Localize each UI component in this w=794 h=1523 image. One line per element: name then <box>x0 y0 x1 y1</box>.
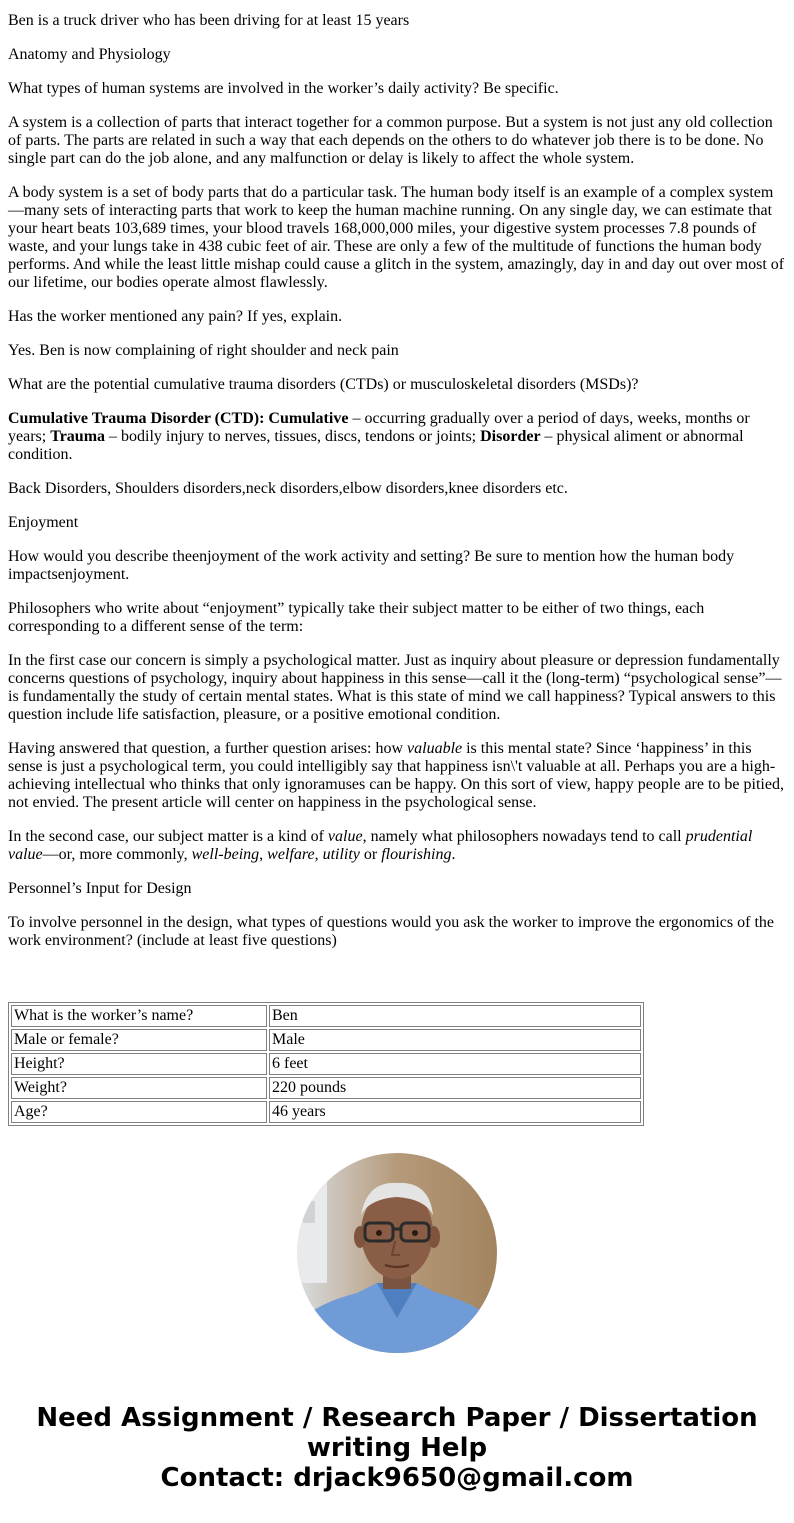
footer-contact: Contact: drjack9650@gmail.com <box>160 1463 634 1493</box>
table-cell-answer: 220 pounds <box>269 1077 641 1099</box>
system-paragraph: A system is a collection of parts that interact together for a common purpose. But a system is not just any old collection of parts. The parts are related in such a way that each depends on the others to do whatever job there is to be done. No single part can do the job alone, and any malfunction or delay is likely to affect the whole system. <box>8 114 773 167</box>
table-cell-answer: 46 years <box>269 1101 641 1123</box>
answer-ctd: Back Disorders, Shoulders disorders,neck disorders,elbow disorders,knee disorders etc. <box>8 480 568 497</box>
first-case-paragraph: In the first case our concern is simply a psychological matter. Just as inquiry about pleasure or depression fundamentally concerns questions of psychology, inquiry about happiness in this sense—call it the (long-term) “psychological sense”—is fundamentally the study of certain mental states. What is this state of mind we call happiness? Typical answers to this question include life satisfaction, pleasure, or a positive emotional condition. <box>8 652 782 723</box>
heading-enjoyment: Enjoyment <box>8 514 79 531</box>
footer-line: Need Assignment / Research Paper / Dissertation <box>36 1403 758 1433</box>
table-cell-answer: Male <box>269 1029 641 1051</box>
table-cell-answer: Ben <box>269 1005 641 1027</box>
intro-paragraph: Ben is a truck driver who has been driving for at least 15 years <box>8 12 410 29</box>
heading-anatomy: Anatomy and Physiology <box>8 46 171 63</box>
question-systems: What types of human systems are involved in the worker’s daily activity? Be specific. <box>8 80 559 97</box>
second-case-paragraph: In the second case, our subject matter is a kind of value, namely what philosophers nowadays tend to call prudential value—or, more commonly, well-being, welfare, utility or flourishing. <box>8 828 753 863</box>
table-cell-question: Height? <box>11 1053 267 1075</box>
table-row <box>11 1077 641 1099</box>
table-row <box>11 1101 641 1123</box>
answered-paragraph: Having answered that question, a further question arises: how valuable is this mental state? Since ‘happiness’ in this sense is just a psychological term, you could intelligibly say that happiness isn\'t valuable at all. Perhaps you are a high-achieving intellectual who thinks that only ignoramuses can be happy. On this sort of view, happy people are to be pitied, not envied. The present article will center on happiness in the psychological sense. <box>8 740 784 811</box>
answer-pain: Yes. Ben is now complaining of right shoulder and neck pain <box>8 342 399 359</box>
question-personnel: To involve personnel in the design, what types of questions would you ask the worker to improve the ergonomics of the work environment? (include at least five questions) <box>8 914 774 949</box>
worker-info-table <box>8 1002 644 1126</box>
question-pain: Has the worker mentioned any pain? If yes, explain. <box>8 308 343 325</box>
table-cell-question: Male or female? <box>11 1029 267 1051</box>
document-body <box>8 12 786 1126</box>
footer-ad <box>0 1403 794 1493</box>
table-cell-question: What is the worker’s name? <box>11 1005 267 1027</box>
footer-line: writing Help <box>306 1433 488 1463</box>
table-row <box>11 1005 641 1027</box>
question-enjoyment: How would you describe theenjoyment of the work activity and setting? Be sure to mention how the human body impactsenjoyment. <box>8 548 735 583</box>
body-system-paragraph: A body system is a set of body parts that do a particular task. The human body itself is an example of a complex system—many sets of interacting parts that work to keep the human machine running. On any single day, we can estimate that your heart beats 103,689 times, your blood travels 168,000,000 miles, your digestive system processes 7.8 pounds of waste, and your lungs take in 438 cubic feet of air. These are only a few of the multitude of functions the human body performs. And while the least little mishap could cause a glitch in the system, amazingly, day in and day out over most of our lifetime, our bodies operate almost flawlessly. <box>8 184 785 291</box>
table-row <box>11 1029 641 1051</box>
table-row <box>11 1053 641 1075</box>
table-cell-question: Weight? <box>11 1077 267 1099</box>
table-cell-answer: 6 feet <box>269 1053 641 1075</box>
ctd-definition: Cumulative Trauma Disorder (CTD): Cumulative – occurring gradually over a period of days, weeks, months or years; Trauma – bodily injury to nerves, tissues, discs, tendons or joints; Disorder – physical aliment or abnormal condition. <box>8 410 750 463</box>
heading-personnel: Personnel’s Input for Design <box>8 880 192 897</box>
portrait-illustration <box>297 1153 497 1353</box>
philosophers-paragraph: Philosophers who write about “enjoyment” typically take their subject matter to be either of two things, each corresponding to a different sense of the term: <box>8 600 705 635</box>
question-ctd: What are the potential cumulative trauma disorders (CTDs) or musculoskeletal disorders (MSDs)? <box>8 376 639 393</box>
table-cell-question: Age? <box>11 1101 267 1123</box>
author-photo <box>297 1153 497 1353</box>
